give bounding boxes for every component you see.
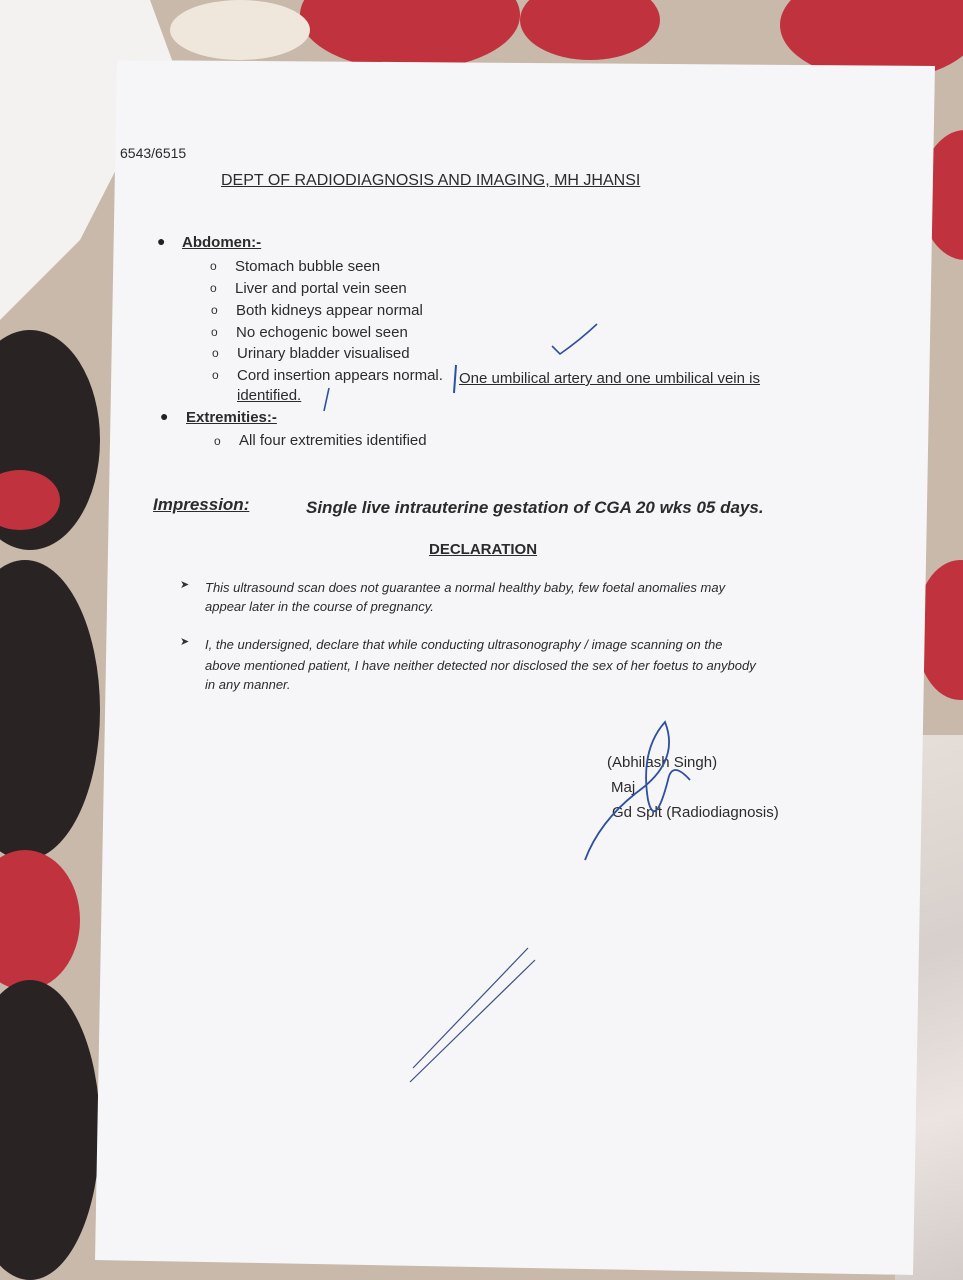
impression-text: Single live intrauterine gestation of CGA 20 wks 05 days. xyxy=(306,498,764,517)
cord-detail-line-2: identified. xyxy=(237,387,302,404)
sub-bullet: o xyxy=(211,325,218,339)
bullet-abdomen: ● xyxy=(157,233,166,249)
declaration-point-1: This ultrasound scan does not guarantee a normal healthy baby, few foetal anomalies may xyxy=(205,580,726,595)
sub-bullet: o xyxy=(212,346,219,360)
sub-bullet: o xyxy=(211,303,218,317)
sub-bullet: o xyxy=(212,368,219,382)
declaration-heading: DECLARATION xyxy=(429,541,538,558)
sub-bullet: o xyxy=(214,434,221,448)
declaration-point-2: above mentioned patient, I have neither detected nor disclosed the sex of her foetus to anybody xyxy=(205,658,756,673)
extremities-item: All four extremities identified xyxy=(239,432,427,449)
abdomen-item: Cord insertion appears normal. xyxy=(237,367,443,384)
sub-bullet: o xyxy=(210,259,217,273)
declaration-point-2: in any manner. xyxy=(205,677,291,692)
sub-bullet: o xyxy=(210,281,217,295)
abdomen-item: Liver and portal vein seen xyxy=(235,280,407,297)
cord-detail-line-1: One umbilical artery and one umbilical vein is xyxy=(459,370,760,387)
declaration-point-2: I, the undersigned, declare that while conducting ultrasonography / image scanning on the xyxy=(205,637,723,652)
abdomen-heading: Abdomen:- xyxy=(182,234,262,251)
extremities-heading: Extremities:- xyxy=(186,409,277,426)
page-header: DEPT OF RADIODIAGNOSIS AND IMAGING, MH JHANSI xyxy=(221,172,641,189)
abdomen-item: No echogenic bowel seen xyxy=(236,324,408,341)
declaration-point-1: appear later in the course of pregnancy. xyxy=(205,599,434,614)
arrow-bullet: ➤ xyxy=(180,579,190,591)
abdomen-item: Urinary bladder visualised xyxy=(237,345,410,362)
abdomen-item: Both kidneys appear normal xyxy=(236,302,423,319)
impression-label: Impression: xyxy=(153,495,250,514)
signatory-name: (Abhilash Singh) xyxy=(607,754,718,771)
arrow-bullet: ➤ xyxy=(180,636,190,648)
bullet-extremities: ● xyxy=(160,408,169,424)
reference-number: 6543/6515 xyxy=(120,145,187,161)
signatory-designation: Gd Splt (Radiodiagnosis) xyxy=(612,804,779,821)
abdomen-item: Stomach bubble seen xyxy=(235,258,381,275)
signatory-rank: Maj xyxy=(611,779,636,796)
